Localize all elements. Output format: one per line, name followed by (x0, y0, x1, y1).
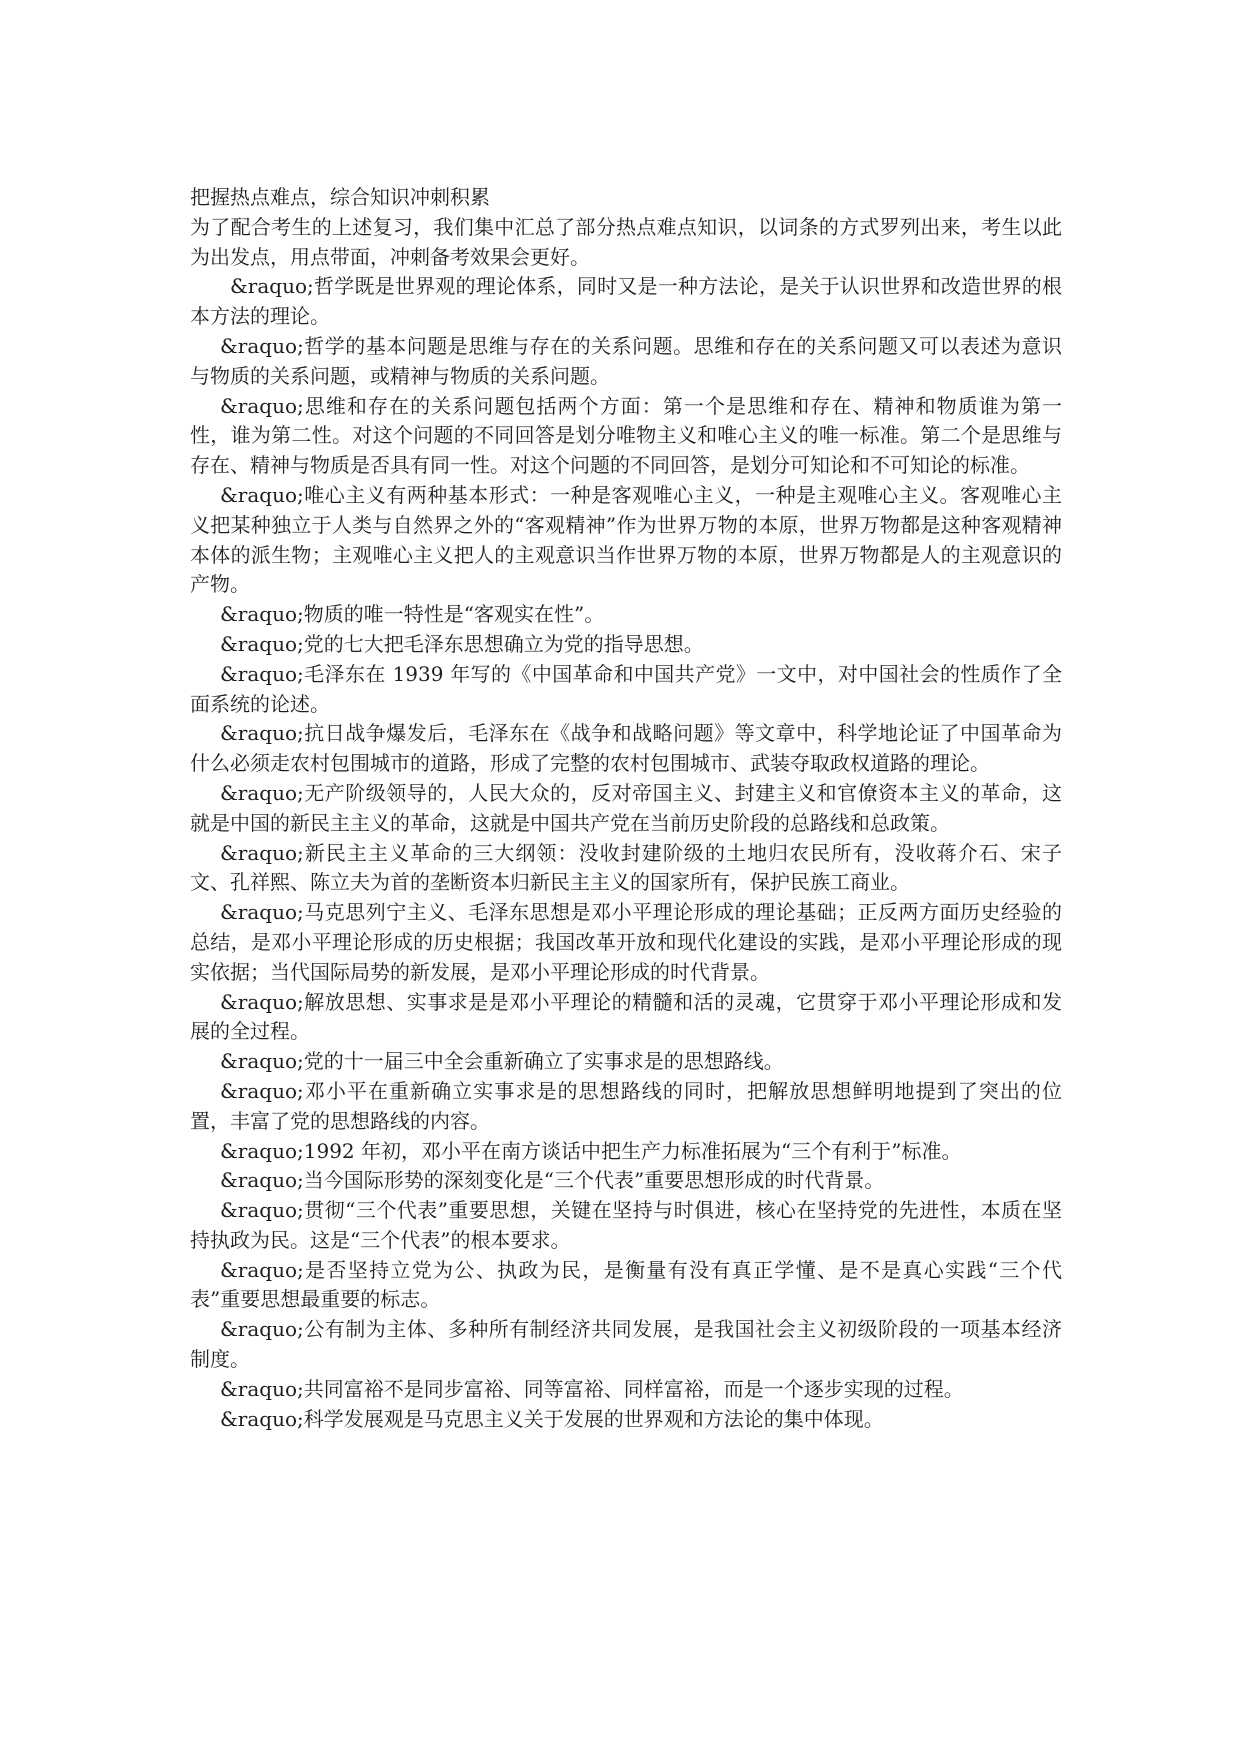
entry-paragraph: &raquo;抗日战争爆发后，毛泽东在《战争和战略问题》等文章中，科学地论证了中国革命为什么必须走农村包围城市的道路，形成了完整的农村包围城市、武装夺取政权道路的理论。 (190, 721, 1062, 776)
entry-paragraph: &raquo;思维和存在的关系问题包括两个方面：第一个是思维和存在、精神和物质谁为第一性，谁为第二性。对这个问题的不同回答是划分唯物主义和唯心主义的唯一标准。第二个是思维与存在、精神与物质是否具有同一性。对这个问题的不同回答，是划分可知论和不可知论的标准。 (190, 393, 1062, 478)
entry-paragraph: &raquo;贯彻“三个代表”重要思想，关键在坚持与时俱进，核心在坚持党的先进性，本质在坚持执政为民。这是“三个代表”的根本要求。 (190, 1198, 1062, 1252)
entry-paragraph: &raquo;科学发展观是马克思主义关于发展的世界观和方法论的集中体现。 (220, 1406, 884, 1431)
document-intro: 为了配合考生的上述复习，我们集中汇总了部分热点难点知识，以词条的方式罗列出来，考生以此为出发点，用点带面，冲刺备考效果会更好。 (190, 214, 1062, 269)
entry-paragraph: &raquo;无产阶级领导的，人民大众的，反对帝国主义、封建主义和官僚资本主义的革命，这就是中国的新民主主义的革命，这就是中国共产党在当前历史阶段的总路线和总政策。 (190, 780, 1062, 835)
entry-paragraph: &raquo;1992 年初，邓小平在南方谈话中把生产力标准拓展为“三个有利于”标准。 (220, 1138, 962, 1163)
entry-paragraph: &raquo;党的十一届三中全会重新确立了实事求是的思想路线。 (220, 1049, 784, 1074)
entry-paragraph: &raquo;是否坚持立党为公、执政为民，是衡量有没有真正学懂、是不是真心实践“三个代表”重要思想最重要的标志。 (190, 1257, 1062, 1312)
document-page (190, 183, 1062, 1434)
entry-paragraph: &raquo;党的七大把毛泽东思想确立为党的指导思想。 (220, 631, 704, 656)
entry-paragraph: &raquo;马克思列宁主义、毛泽东思想是邓小平理论形成的理论基础；正反两方面历史经验的总结，是邓小平理论形成的历史根据；我国改革开放和现代化建设的实践，是邓小平理论形成的现实依据；当代国际局势的新发展，是邓小平理论形成的时代背景。 (190, 900, 1062, 984)
entry-paragraph: &raquo;物质的唯一特性是“客观实在性”。 (220, 602, 605, 627)
entry-paragraph: &raquo;解放思想、实事求是是邓小平理论的精髓和活的灵魂，它贯穿于邓小平理论形成和发展的全过程。 (190, 989, 1062, 1044)
document-title: 把握热点难点，综合知识冲刺积累 (190, 185, 490, 209)
entry-paragraph: &raquo;唯心主义有两种基本形式：一种是客观唯心主义，一种是主观唯心主义。客观唯心主义把某种独立于人类与自然界之外的“客观精神”作为世界万物的本原，世界万物都是这种客观精神本体的派生物；主观唯心主义把人的主观意识当作世界万物的本原，世界万物都是人的主观意识的产物。 (190, 482, 1062, 597)
entry-paragraph: &raquo;当今国际形势的深刻变化是“三个代表”重要思想形成的时代背景。 (220, 1168, 885, 1193)
entry-paragraph: &raquo;邓小平在重新确立实事求是的思想路线的同时，把解放思想鲜明地提到了突出的位置，丰富了党的思想路线的内容。 (190, 1078, 1062, 1133)
entry-paragraph: &raquo;毛泽东在 1939 年写的《中国革命和中国共产党》一文中，对中国社会的性质作了全面系统的论述。 (190, 661, 1062, 716)
entry-paragraph: &raquo;哲学的基本问题是思维与存在的关系问题。思维和存在的关系问题又可以表述为意识与物质的关系问题，或精神与物质的关系问题。 (190, 333, 1062, 388)
entry-paragraph: &raquo;共同富裕不是同步富裕、同等富裕、同样富裕，而是一个逐步实现的过程。 (220, 1376, 964, 1401)
entry-paragraph: &raquo;新民主主义革命的三大纲领：没收封建阶级的土地归农民所有，没收蒋介石、宋子文、孔祥熙、陈立夫为首的垄断资本归新民主主义的国家所有，保护民族工商业。 (190, 840, 1062, 895)
entry-paragraph: &raquo;公有制为主体、多种所有制经济共同发展，是我国社会主义初级阶段的一项基本经济制度。 (190, 1317, 1062, 1372)
entry-paragraph: &raquo;哲学既是世界观的理论体系，同时又是一种方法论，是关于认识世界和改造世界的根本方法的理论。 (190, 274, 1062, 329)
